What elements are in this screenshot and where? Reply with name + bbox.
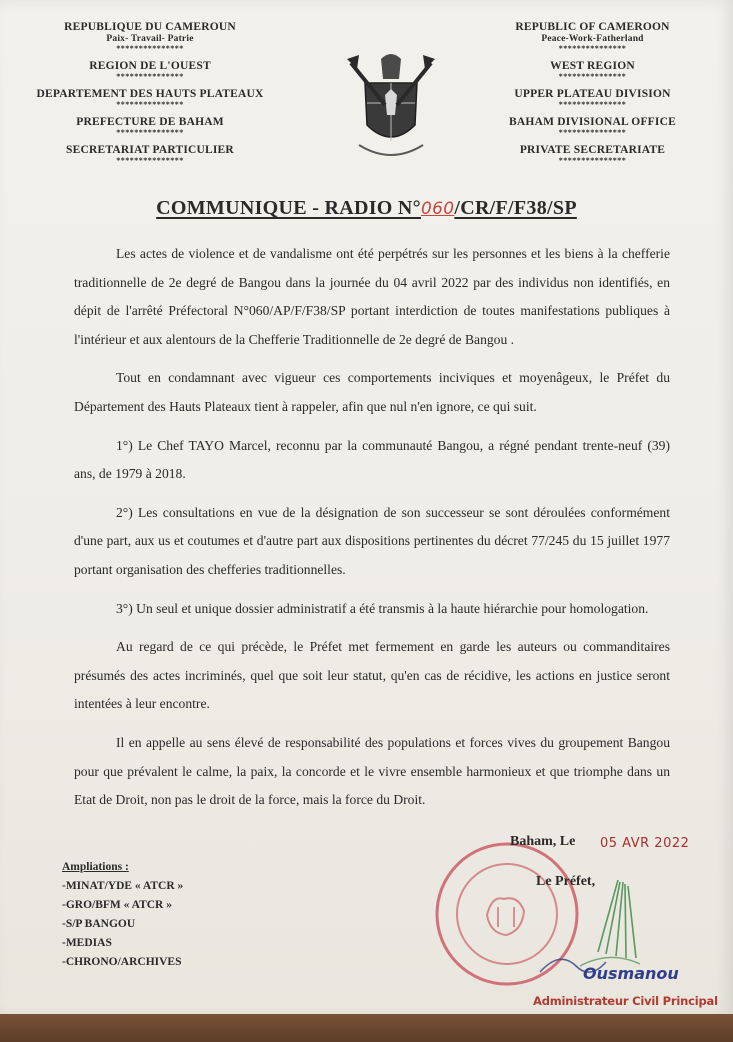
header-right xyxy=(470,20,715,171)
header-right-secretariat: PRIVATE SECRETARIATE xyxy=(519,144,666,156)
title-prefix: COMMUNIQUE - RADIO N° xyxy=(156,197,421,219)
header-left-secretariat: SECRETARIAT PARTICULIER xyxy=(66,144,234,156)
ampliations-heading: Ampliations : xyxy=(62,861,129,873)
signatory-role: Le Préfet, xyxy=(536,874,596,889)
header-left-country: REPUBLIQUE DU CAMEROUN xyxy=(64,21,236,33)
body-paragraph: 1°) Le Chef TAYO Marcel, reconnu par la communauté Bangou, a régné pendant trente-neuf (39) ans, de 1979 à 2018. xyxy=(74,437,670,482)
header-right-region: WEST REGION xyxy=(550,60,635,72)
header-right-office: BAHAM DIVISIONAL OFFICE xyxy=(509,116,676,128)
header-separator: *************** xyxy=(558,100,627,109)
header-separator: *************** xyxy=(116,100,184,109)
communique-body xyxy=(74,240,670,815)
date-stamp: 05 AVR 2022 xyxy=(600,836,690,851)
body-paragraph: 3°) Un seul et unique dossier administratif a été transmis à la haute hiérarchie pour homologation. xyxy=(116,600,649,616)
header-separator: *************** xyxy=(116,72,184,81)
header-separator: *************** xyxy=(558,72,627,81)
signatory-name: Ousmanou xyxy=(583,964,679,983)
header-left-motto: Paix- Travail- Patrie xyxy=(106,34,194,44)
title-suffix: /CR/F/F38/SP xyxy=(454,197,577,219)
header-right-country: REPUBLIC OF CAMEROON xyxy=(515,21,670,33)
ampliations-list xyxy=(62,858,183,972)
ampliations-item: -GRO/BFM « ATCR » xyxy=(62,899,172,911)
header-left-region: REGION DE L'OUEST xyxy=(89,60,211,72)
signatory-title: Administrateur Civil Principal xyxy=(533,994,718,1008)
ampliations-item: -S/P BANGOU xyxy=(62,918,136,930)
body-paragraph: 2°) Les consultations en vue de la désignation de son successeur se sont déroulées conformément d'une part, aux us et coutumes et d'autre part aux dispositions pertinentes du décret 77/245 du 15 juillet 1977 portant organisation des chefferies traditionnelles. xyxy=(74,504,670,577)
header-separator: *************** xyxy=(116,44,184,53)
title-number-handwritten: 060 xyxy=(420,199,455,219)
header-left xyxy=(30,20,270,171)
body-paragraph: Les actes de violence et de vandalisme ont été perpétrés sur les personnes et les biens à la chefferie traditionnelle de 2e degré de Bangou dans la journée du 04 avril 2022 par des individus non identifiés, en dépit de l'arrêté Préfectoral N°060/AP/F/F38/SP portant interdiction de toutes manifestations publiques à l'intérieur et aux alentours de la Chefferie Traditionnelle de 2e degré de Bangou . xyxy=(74,246,670,347)
header-right-division: UPPER PLATEAU DIVISION xyxy=(514,88,671,100)
body-paragraph: Au regard de ce qui précède, le Préfet met fermement en garde les auteurs ou commanditaires présumés des actes incriminés, quel que soit leur statut, qu'en cas de récidive, les actions en justice seront intentées à leur encontre. xyxy=(74,639,670,712)
body-paragraph: Il en appelle au sens élevé de responsabilité des populations et forces vives du groupement Bangou pour que prévalent le calme, la paix, la concorde et le vivre ensemble harmonieux et que triomphe dans un Etat de Droit, non pas le droit de la force, mais la force du Droit. xyxy=(74,734,670,808)
ampliations-item: -MEDIAS xyxy=(62,937,112,949)
header-right-motto: Peace-Work-Fatherland xyxy=(541,34,644,44)
header-separator: *************** xyxy=(558,128,627,137)
ampliations-item: -MINAT/YDE « ATCR » xyxy=(62,880,184,892)
body-paragraph: Tout en condamnant avec vigueur ces comportements inciviques et moyenâgeux, le Préfet du Département des Hauts Plateaux tient à rappeler, afin que nul n'en ignore, ce qui suit. xyxy=(74,370,670,414)
communique-title xyxy=(0,197,733,220)
header-left-prefecture: PREFECTURE DE BAHAM xyxy=(76,116,224,128)
header-left-department: DEPARTEMENT DES HAUTS PLATEAUX xyxy=(36,88,264,100)
header-separator: *************** xyxy=(558,156,627,165)
header-separator: *************** xyxy=(558,44,627,53)
coat-of-arms-icon xyxy=(345,45,437,165)
table-surface xyxy=(0,1014,733,1042)
signature-place: Baham, Le xyxy=(510,834,576,849)
header-separator: *************** xyxy=(116,156,184,165)
ampliations-item: -CHRONO/ARCHIVES xyxy=(62,956,182,968)
header-separator: *************** xyxy=(116,128,184,137)
